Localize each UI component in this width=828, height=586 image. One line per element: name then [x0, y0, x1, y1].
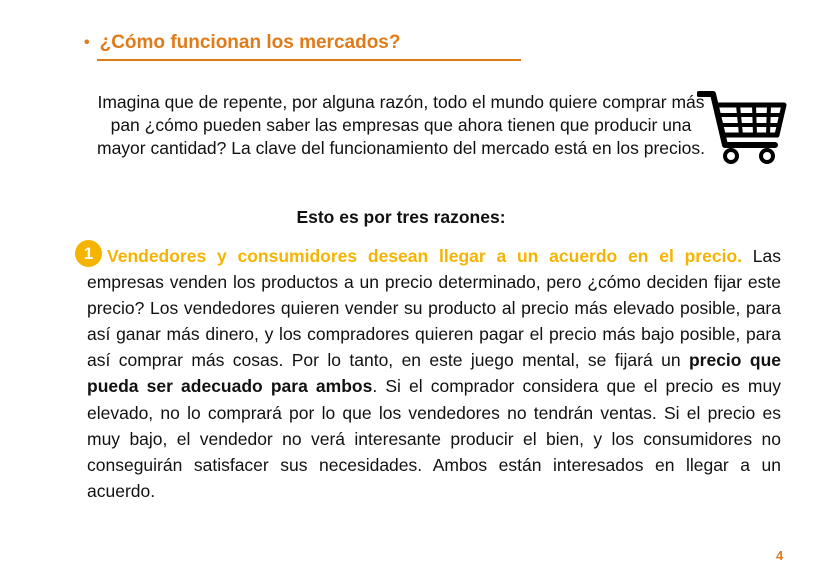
intro-paragraph: Imagina que de repente, por alguna razón, todo el mundo quiere comprar más pan ¿cómo pueden saber las empresas que ahora tienen que producir una mayor cantidad? La clave del funcionamiento del mercado está en los precios. — [97, 92, 705, 158]
reason-paragraph — [87, 243, 781, 504]
shopping-cart-icon — [697, 89, 787, 165]
heading-underline — [97, 59, 521, 61]
section-heading — [84, 32, 400, 54]
section-title: ¿Cómo funcionan los mercados? — [99, 32, 401, 53]
reason-text-after: . Si el comprador considera que el precio es muy elevado, no lo comprará por lo que los vendedores no tendrán ventas. Si el precio es muy bajo, el vendedor no verá interesante producir el bien, y los consumidores no conseguirán satisfacer sus necesidades. Ambos están interesados en llegar a un acuerdo. — [87, 376, 781, 501]
number-badge: 1 — [75, 240, 102, 267]
reason-lead: Vendedores y consumidores desean llegar a un acuerdo en el precio. — [107, 246, 742, 266]
reason-bold-text: precio que pueda ser adecuado para ambos — [87, 350, 781, 397]
reasons-title: Esto es por tres razones: — [296, 207, 506, 227]
page-number: 4 — [776, 548, 784, 563]
reason-text-before: Las empresas venden los productos a un precio determinado, pero ¿cómo deciden fijar este precio? Los vendedores quieren vender su producto al precio más elevado posible, para así ganar más dinero, y los compradores quieren pagar el precio más bajo posible, para así comprar más cosas. Por lo tanto, en este juego mental, se fijará un — [87, 246, 782, 371]
bullet: • — [84, 34, 90, 51]
